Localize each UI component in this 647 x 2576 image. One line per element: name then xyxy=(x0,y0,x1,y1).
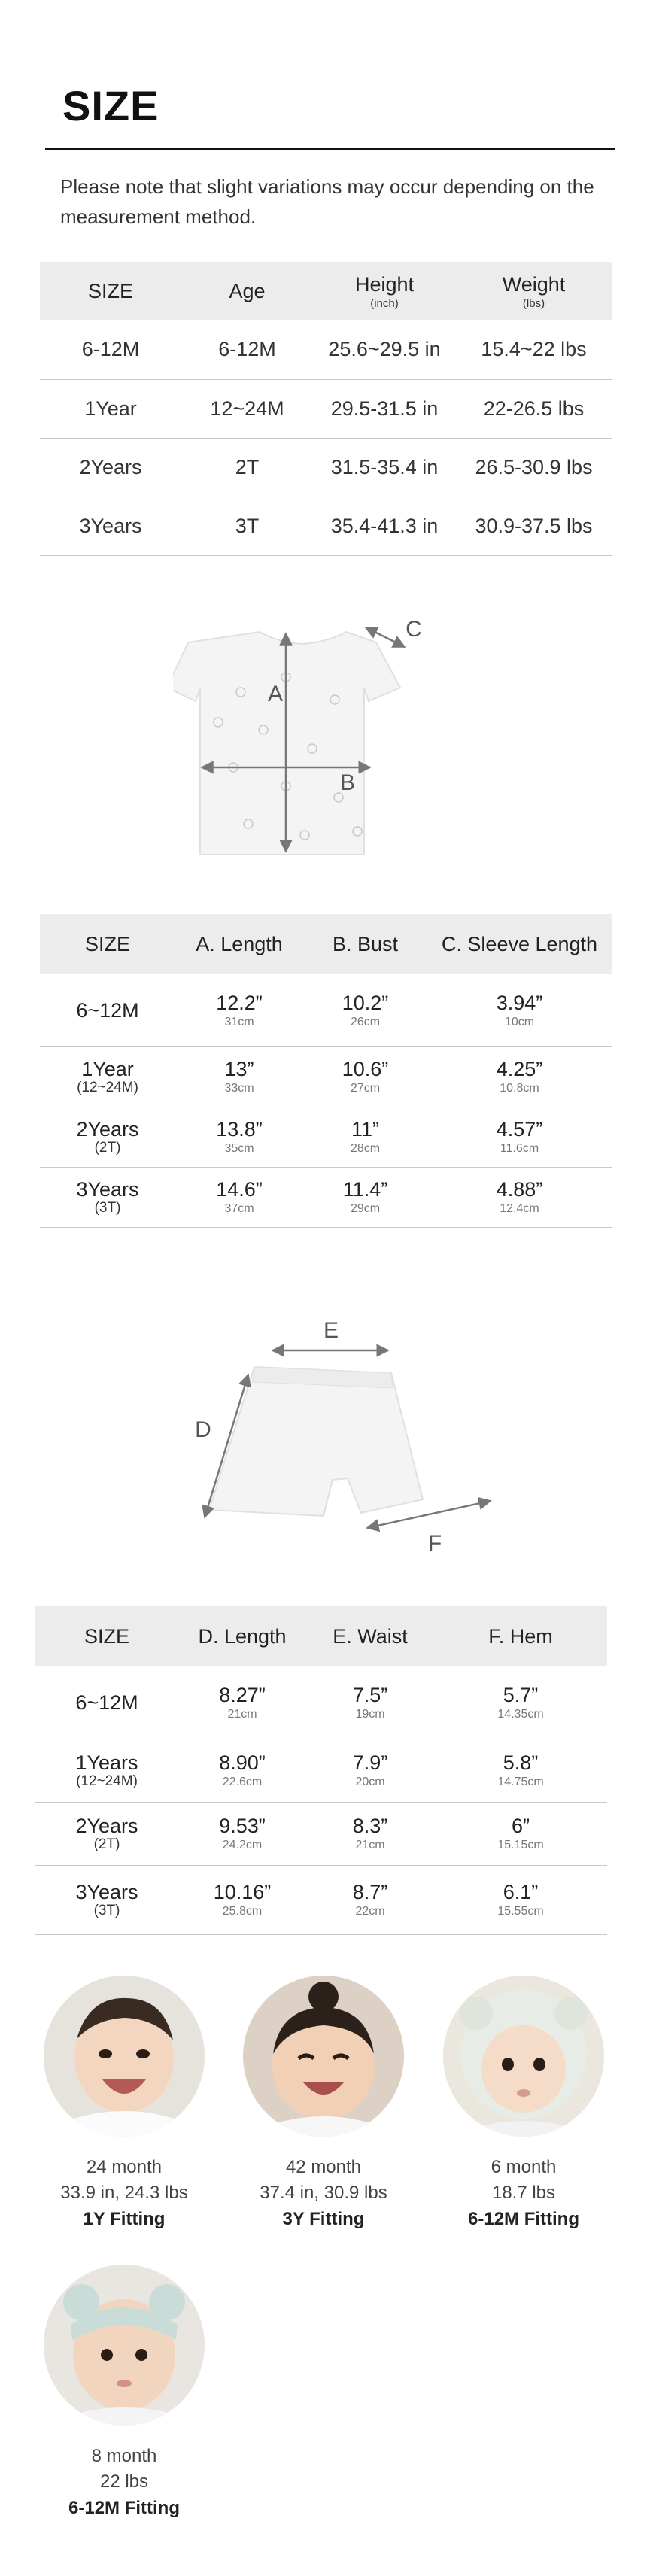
title-divider xyxy=(45,148,615,150)
cell-age: 3T xyxy=(181,497,313,555)
fitting-measurement: 33.9 in, 24.3 lbs xyxy=(60,2183,188,2203)
cell-waist: 7.5” 19cm xyxy=(306,1666,434,1739)
cell-waist: 7.9” 20cm xyxy=(306,1739,434,1802)
cell-bust: 11” 28cm xyxy=(303,1107,427,1167)
size-chart-table xyxy=(40,262,612,556)
fitting-photo-avatar xyxy=(44,1976,205,2137)
table-header-row xyxy=(40,262,612,320)
fitting-size: 3Y Fitting xyxy=(282,2209,365,2229)
header-length: D. Length xyxy=(178,1606,306,1666)
cell-size: 1Year xyxy=(40,379,181,438)
fitting-measurement: 18.7 lbs xyxy=(491,2183,556,2203)
cell-length: 9.53” 24.2cm xyxy=(178,1802,306,1865)
cell-height: 31.5-35.4 in xyxy=(313,438,456,497)
label-d: D xyxy=(195,1417,211,1442)
cell-size: 2Years xyxy=(40,438,181,497)
cell-size: 2Years (2T) xyxy=(35,1802,178,1865)
cell-age: 6-12M xyxy=(181,320,313,379)
cell-sleeve: 4.57” 11.6cm xyxy=(427,1107,612,1167)
cell-bust: 10.6” 27cm xyxy=(303,1046,427,1107)
cell-length: 8.90” 22.6cm xyxy=(178,1739,306,1802)
fitting-size: 1Y Fitting xyxy=(83,2209,166,2229)
table-header-row xyxy=(40,914,612,974)
fitting-age: 8 month xyxy=(91,2446,157,2466)
cell-height: 35.4-41.3 in xyxy=(313,497,456,555)
header-age: Age xyxy=(181,262,313,320)
toddler-smiling-photo xyxy=(243,1976,404,2137)
measurement-note: Please note that slight variations may occur depending on the measurement method. xyxy=(60,175,594,228)
cell-hem: 6.1” 15.55cm xyxy=(434,1865,607,1934)
cell-size: 2Years (2T) xyxy=(40,1107,175,1167)
header-hem: F. Hem xyxy=(434,1606,607,1666)
table-row xyxy=(35,1865,607,1934)
baby-laughing-photo xyxy=(44,1976,205,2137)
shorts-illustration xyxy=(209,1367,423,1516)
table-row xyxy=(40,379,612,438)
header-bust: B. Bust xyxy=(303,914,427,974)
baby-headband-photo xyxy=(44,2265,205,2426)
table-row xyxy=(40,1046,612,1107)
cell-hem: 5.8” 14.75cm xyxy=(434,1739,607,1802)
cell-hem: 6” 15.15cm xyxy=(434,1802,607,1865)
fitting-age: 24 month xyxy=(86,2157,163,2177)
cell-length: 8.27” 21cm xyxy=(178,1666,306,1739)
fitting-size: 6-12M Fitting xyxy=(468,2209,579,2229)
header-size: SIZE xyxy=(40,914,175,974)
table-row xyxy=(40,438,612,497)
header-height: Height (inch) xyxy=(313,262,456,320)
cell-length: 10.16” 25.8cm xyxy=(178,1865,306,1934)
fitting-photo-avatar xyxy=(243,1976,404,2137)
cell-size: 3Years xyxy=(40,497,181,555)
cell-age: 2T xyxy=(181,438,313,497)
fitting-card xyxy=(426,1976,621,2233)
cell-height: 29.5-31.5 in xyxy=(313,379,456,438)
header-sleeve: C. Sleeve Length xyxy=(427,914,612,974)
cell-size: 3Years (3T) xyxy=(40,1167,175,1227)
cell-weight: 30.9-37.5 lbs xyxy=(456,497,612,555)
cell-weight: 22-26.5 lbs xyxy=(456,379,612,438)
header-size: SIZE xyxy=(35,1606,178,1666)
shorts-size-table xyxy=(35,1606,607,1935)
fitting-measurement: 37.4 in, 30.9 lbs xyxy=(260,2183,387,2203)
fitting-card xyxy=(26,1976,222,2233)
cell-length: 13” 33cm xyxy=(175,1046,303,1107)
label-c: C xyxy=(406,617,422,642)
header-size: SIZE xyxy=(40,262,181,320)
cell-waist: 8.3” 21cm xyxy=(306,1802,434,1865)
tshirt-measurement-diagram xyxy=(173,617,474,858)
cell-size: 6~12M xyxy=(40,974,175,1046)
table-row xyxy=(40,320,612,379)
cell-size: 1Year (12~24M) xyxy=(40,1046,175,1107)
cell-age: 12~24M xyxy=(181,379,313,438)
cell-length: 14.6” 37cm xyxy=(175,1167,303,1227)
table-row xyxy=(40,1107,612,1167)
label-a: A xyxy=(267,682,284,706)
table-header-row xyxy=(35,1606,607,1666)
cell-weight: 26.5-30.9 lbs xyxy=(456,438,612,497)
cell-sleeve: 4.88” 12.4cm xyxy=(427,1167,612,1227)
label-f: F xyxy=(427,1531,442,1556)
cell-size: 6~12M xyxy=(35,1666,178,1739)
cell-size: 3Years (3T) xyxy=(35,1865,178,1934)
infant-bonnet-photo xyxy=(443,1976,604,2137)
fitting-photo-avatar xyxy=(44,2265,205,2426)
fitting-size: 6-12M Fitting xyxy=(68,2498,180,2518)
cell-bust: 11.4” 29cm xyxy=(303,1167,427,1227)
fitting-age: 6 month xyxy=(491,2157,557,2177)
cell-hem: 5.7” 14.35cm xyxy=(434,1666,607,1739)
cell-waist: 8.7” 22cm xyxy=(306,1865,434,1934)
table-row xyxy=(40,974,612,1046)
page-title: SIZE xyxy=(62,82,159,129)
cell-size: 6-12M xyxy=(40,320,181,379)
table-row xyxy=(35,1739,607,1802)
fitting-measurement: 22 lbs xyxy=(99,2471,149,2492)
fitting-card xyxy=(226,1976,421,2233)
shorts-measurement-diagram xyxy=(188,1313,504,1599)
header-waist: E. Waist xyxy=(306,1606,434,1666)
header-weight: Weight (lbs) xyxy=(456,262,612,320)
cell-size: 1Years (12~24M) xyxy=(35,1739,178,1802)
header-length: A. Length xyxy=(175,914,303,974)
table-row xyxy=(40,1167,612,1227)
cell-weight: 15.4~22 lbs xyxy=(456,320,612,379)
cell-sleeve: 4.25” 10.8cm xyxy=(427,1046,612,1107)
fitting-card xyxy=(26,2265,222,2522)
label-e: E xyxy=(323,1318,339,1343)
table-row xyxy=(40,497,612,555)
cell-length: 13.8” 35cm xyxy=(175,1107,303,1167)
fitting-age: 42 month xyxy=(285,2157,362,2177)
table-row xyxy=(35,1802,607,1865)
label-b: B xyxy=(339,770,356,795)
cell-height: 25.6~29.5 in xyxy=(313,320,456,379)
cell-sleeve: 3.94” 10cm xyxy=(427,974,612,1046)
tshirt-size-table xyxy=(40,914,612,1228)
fitting-photo-avatar xyxy=(443,1976,604,2137)
cell-length: 12.2” 31cm xyxy=(175,974,303,1046)
table-row xyxy=(35,1666,607,1739)
cell-bust: 10.2” 26cm xyxy=(303,974,427,1046)
